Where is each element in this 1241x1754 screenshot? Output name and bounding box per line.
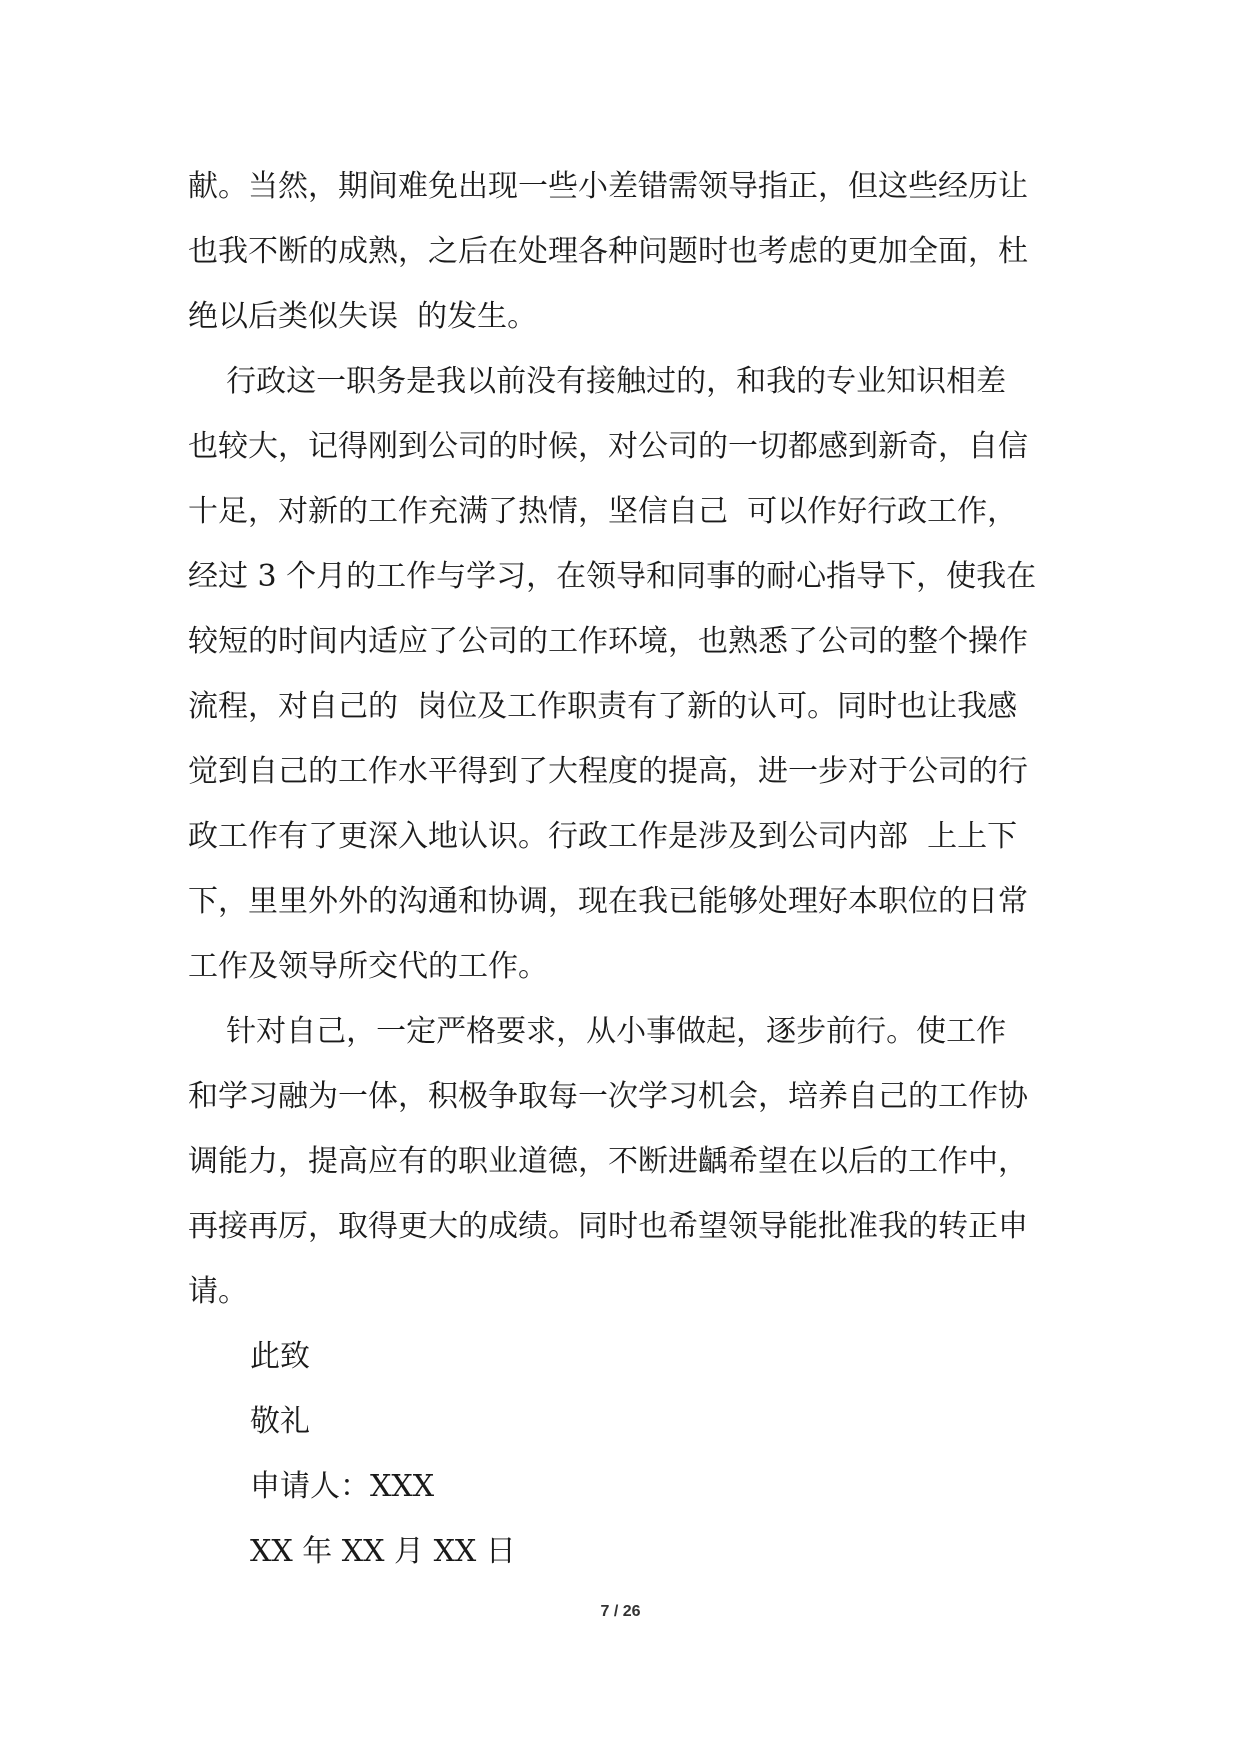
body-line: 觉到自己的工作水平得到了大程度的提高，进一步对于公司的行: [188, 754, 1028, 789]
body-line: 和学习融为一体，积极争取每一次学习机会，培养自己的工作协: [188, 1079, 1028, 1114]
body-line: 针对自己，一定严格要求，从小事做起，逐步前行。使工作: [188, 1014, 1007, 1049]
body-line: 较短的时间内适应了公司的工作环境，也熟悉了公司的整个操作: [188, 624, 1028, 659]
body-line: 十足，对新的工作充满了热情，坚信自己 可以作好行政工作，: [188, 494, 1018, 529]
closing-regards: 敬礼: [250, 1404, 310, 1439]
body-line: 行政这一职务是我以前没有接触过的，和我的专业知识相差: [188, 364, 1007, 399]
body-line: 再接再厉，取得更大的成绩。同时也希望领导能批准我的转正申: [188, 1209, 1028, 1244]
body-line: 经过 3 个月的工作与学习，在领导和同事的耐心指导下，使我在: [188, 559, 1037, 594]
body-line: 也较大，记得刚到公司的时候，对公司的一切都感到新奇，自信: [188, 429, 1028, 464]
page-number: 7 / 26: [600, 1603, 641, 1620]
body-line: 请。: [188, 1274, 248, 1309]
closing-salutation: 此致: [250, 1339, 310, 1374]
applicant-signature: 申请人：XXX: [250, 1469, 435, 1504]
body-line: 工作及领导所交代的工作。: [188, 949, 548, 984]
body-line: 调能力，提高应有的职业道德，不断进齲希望在以后的工作中，: [188, 1144, 1028, 1179]
body-line: 献。当然，期间难免出现一些小差错需领导指正，但这些经历让: [188, 169, 1028, 204]
body-line: 下，里里外外的沟通和协调，现在我已能够处理好本职位的日常: [188, 884, 1028, 919]
body-line: 流程，对自己的 岗位及工作职责有了新的认可。同时也让我感: [188, 689, 1018, 724]
body-line: 绝以后类似失误 的发生。: [188, 299, 538, 334]
body-line: 政工作有了更深入地认识。行政工作是涉及到公司内部 上上下: [188, 819, 1018, 854]
document-body: [188, 154, 1058, 1584]
signature-date: XX 年 XX 月 XX 日: [250, 1534, 516, 1569]
body-line: 也我不断的成熟，之后在处理各种问题时也考虑的更加全面，杜: [188, 234, 1028, 269]
